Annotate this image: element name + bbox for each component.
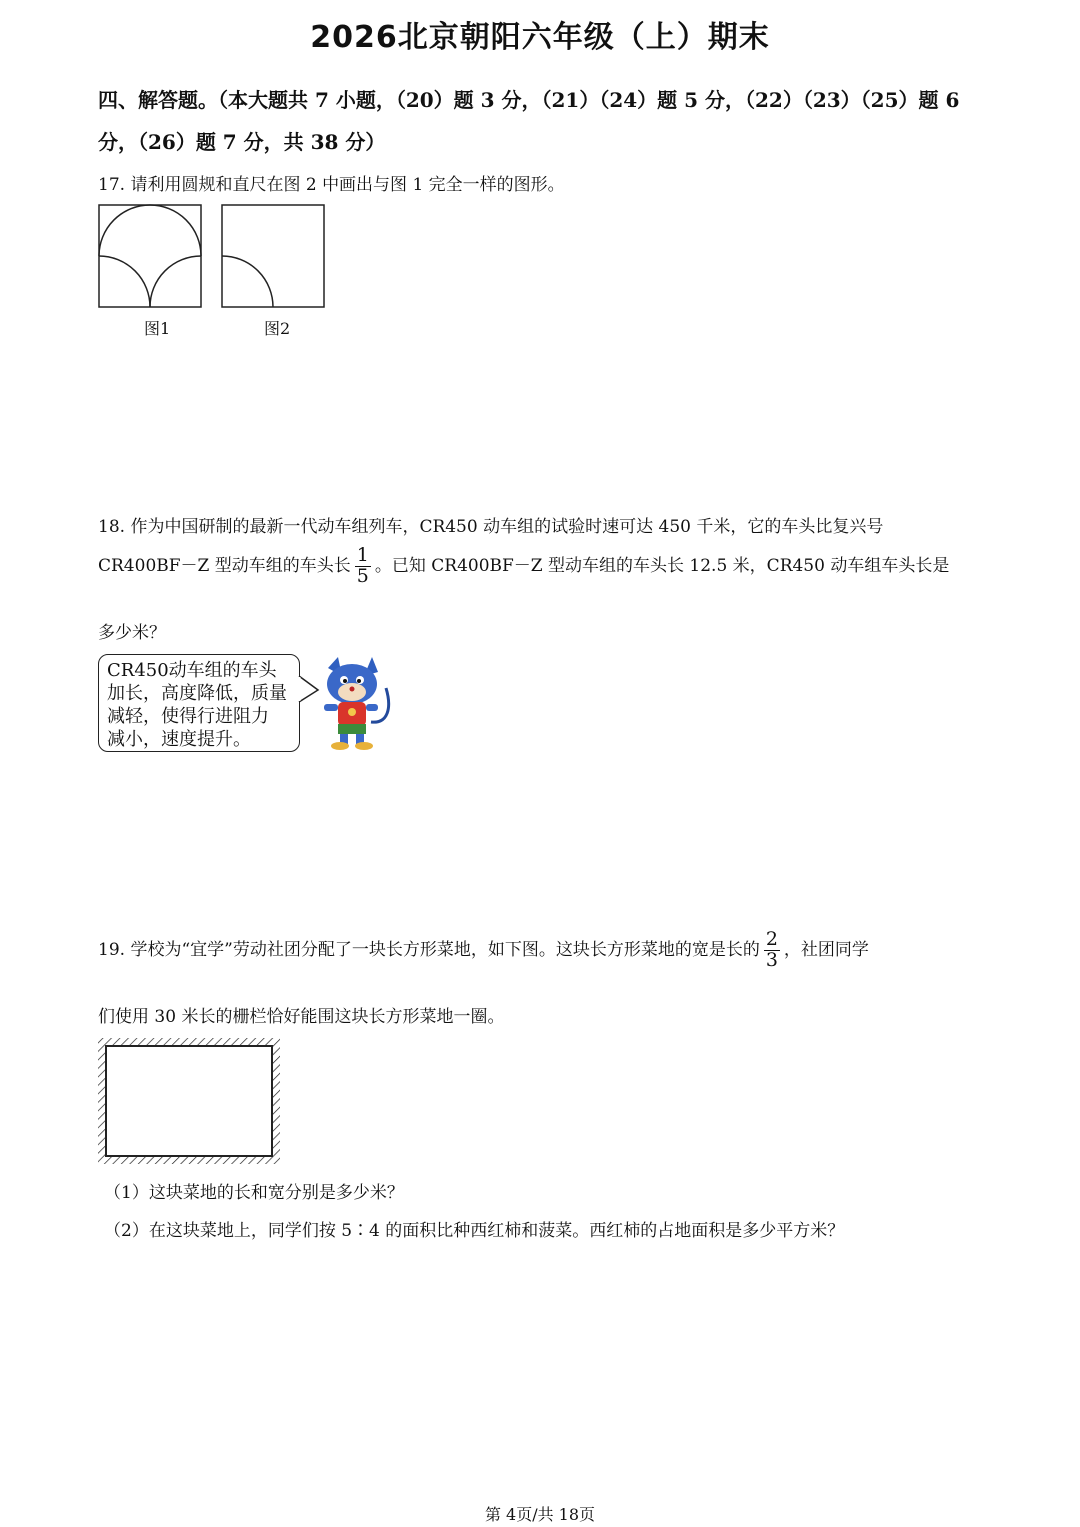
q18-fraction — [355, 546, 371, 587]
q18-fraction-numerator: 1 — [356, 544, 369, 566]
bubble-line: 加长，高度降低，质量 — [107, 683, 287, 704]
page-footer: 第 4页/共 18页 — [484, 1505, 596, 1524]
q19-fraction-denominator: 3 — [765, 948, 778, 971]
q18-line1: 18. 作为中国研制的最新一代动车组列车，CR450 动车组的试验时速可达 450 千米，它的车头比复兴号 — [98, 517, 884, 537]
q19-line2: 们使用 30 米长的栅栏恰好能围这块长方形菜地一圈。 — [98, 1007, 505, 1027]
fenced-garden-figure — [96, 1036, 282, 1166]
bubble-line: CR450动车组的车头 — [107, 660, 277, 681]
cartoon-mascot-image — [316, 654, 396, 754]
q18-line2-before: CR400BF－Z 型动车组的车头长 — [98, 555, 351, 576]
q19-sub2: （2）在这块菜地上，同学们按 5∶4 的面积比种西红柿和菠菜。西红柿的占地面积是多少平方米？ — [104, 1221, 845, 1241]
q19-sub1: （1）这块菜地的长和宽分别是多少米？ — [104, 1183, 404, 1203]
q18-line2-after: 。已知 CR400BF－Z 型动车组的车头长 12.5 米，CR450 动车组车头长是 — [374, 555, 950, 576]
q18-line3: 多少米？ — [98, 623, 166, 643]
q17-text: 17. 请利用圆规和直尺在图 2 中画出与图 1 完全一样的图形。 — [98, 175, 565, 195]
q19-line1 — [98, 930, 869, 971]
section-heading-line1: 四、解答题。（本大题共 7 小题，（20）题 3 分，（21）（24）题 5 分，（22）（23）（25）题 6 — [98, 88, 960, 112]
q19-line1-before: 19. 学校为“宜学”劳动社团分配了一块长方形菜地，如下图。这块长方形菜地的宽是长的 — [98, 939, 760, 960]
figure-1-label: 图1 — [144, 319, 171, 338]
q19-fraction — [764, 930, 780, 971]
q18-line2 — [98, 546, 949, 587]
q18-fraction-denominator: 5 — [356, 564, 369, 587]
bubble-line: 减小，速度提升。 — [107, 729, 251, 750]
figure-2-label: 图2 — [264, 319, 291, 338]
figure-1 — [99, 205, 201, 307]
q17-figures — [96, 202, 330, 312]
q19-fraction-numerator: 2 — [765, 928, 778, 950]
figure-2 — [222, 205, 324, 307]
bubble-line: 减轻，使得行进阻力 — [107, 706, 269, 727]
section-heading-line2: 分，（26）题 7 分，共 38 分） — [98, 130, 386, 154]
page-title: 2026北京朝阳六年级（上）期末 — [310, 20, 770, 55]
q19-line1-after: ，社团同学 — [783, 939, 869, 960]
speech-bubble — [98, 654, 300, 752]
